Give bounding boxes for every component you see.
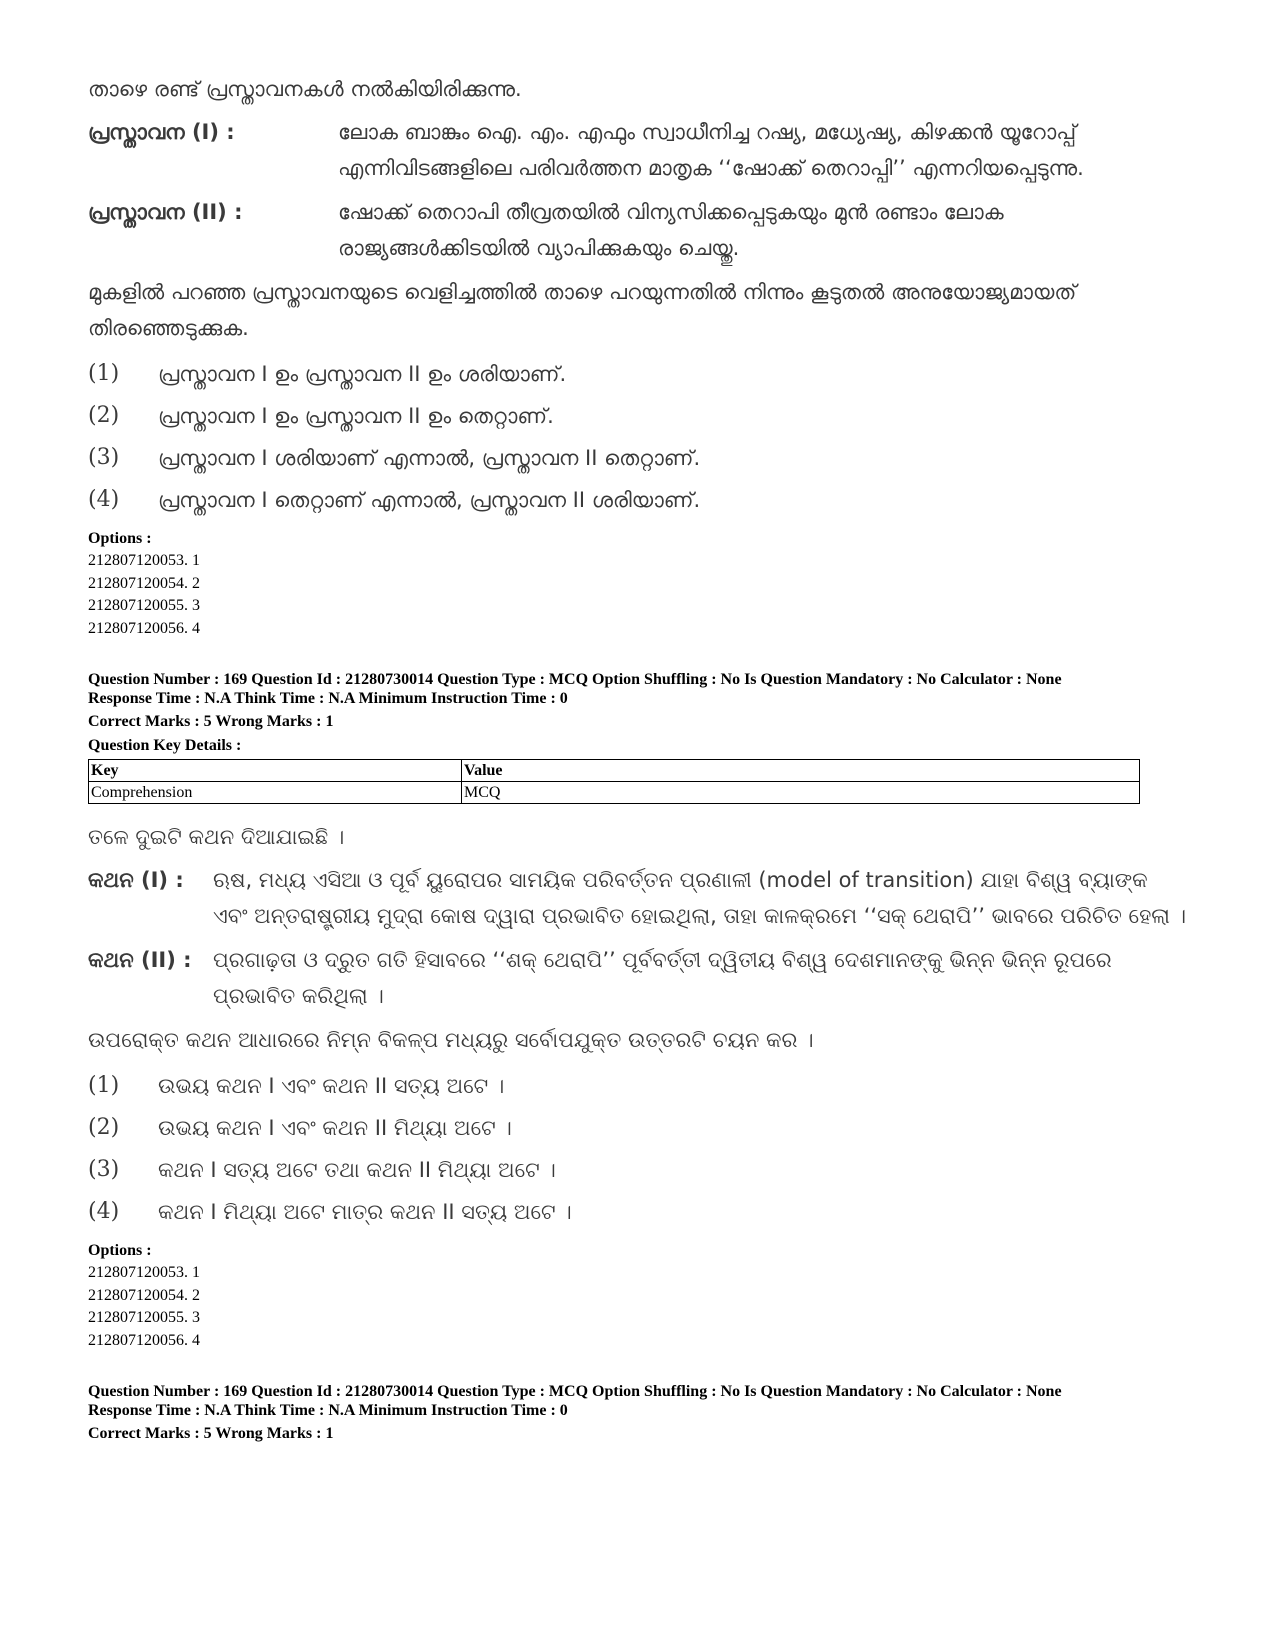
question-prompt: ଉପରୋକ୍ତ କଥନ ଆଧାରରେ ନିମ୍ନ ବିକଳ୍ପ ମଧ୍ୟରୁ ସର୍ବୋପଯୁକ୍ତ ଉତ୍ତରଟି ଚୟନ କର । bbox=[88, 1028, 814, 1052]
choice-3 bbox=[88, 1152, 1188, 1188]
statement-text: ଋଷ, ମଧ୍ୟ ଏସିଆ ଓ ପୂର୍ବ ୟୁରୋପର ସାମୟିକ ପରିବର୍ତ୍ତନ ପ୍ରଣାଳୀ (model of transition) ଯାହା ବିଶ୍ୱ ବ୍ୟାଙ୍କ ଏବଂ ଅନ୍ତରାଷ୍ଟ୍ରୀୟ ମୁଦ୍ରା କୋଷ ଦ୍ୱାରା ପ୍ରଭାବିତ ହୋଇଥିଲା, ତାହା କାଳକ୍ରମେ ‘‘ସକ୍ ଥେରାପି’’ ଭାବରେ ପରିଚିତ ହେଲା । bbox=[213, 868, 1187, 928]
choice-3 bbox=[88, 440, 1188, 476]
table-cell-key: Comprehension bbox=[89, 782, 462, 804]
option-id: 212807120053. 1 bbox=[88, 552, 200, 569]
choice-number: (2) bbox=[88, 403, 120, 428]
choice-4 bbox=[88, 482, 1188, 518]
key-details-table bbox=[88, 759, 1140, 804]
question-meta-line: Question Number : 169 Question Id : 21280730014 Question Type : MCQ Option Shuffling : No Is Question Mandatory : No Calculator : None bbox=[88, 1383, 1062, 1400]
table-header-value: Value bbox=[462, 760, 1140, 782]
choice-text: പ്രസ്താവന I തെറ്റാണ് എന്നാൽ, പ്രസ്താവന II ശരിയാണ്. bbox=[158, 488, 701, 512]
choice-number: (1) bbox=[88, 1073, 120, 1098]
choice-2 bbox=[88, 1110, 1188, 1146]
table-cell-value: MCQ bbox=[462, 782, 1140, 804]
statement-label: କଥନ (II) : bbox=[88, 948, 192, 972]
choice-text: പ്രസ്താവന I ഉം പ്രസ്താവന II ഉം ശരിയാണ്. bbox=[158, 362, 567, 386]
statement-text: ഷോക്ക് തെറാപി തീവ്രതയിൽ വിന്യസിക്കപ്പെടുകയും മുൻ രണ്ടാം ലോക രാജ്യങ്ങൾക്കിടയിൽ വ്യാപിക്കുകയും ചെയ്തു. bbox=[338, 200, 1004, 260]
question-meta-line: Response Time : N.A Think Time : N.A Minimum Instruction Time : 0 bbox=[88, 690, 568, 707]
question-metadata bbox=[88, 670, 1188, 804]
statement-text: ପ୍ରଗାଢ଼ତା ଓ ଦ୍ରୁତ ଗତି ହିସାବରେ ‘‘ଶକ୍ ଥେରାପି’’ ପୂର୍ବବର୍ତ୍ତୀ ଦ୍ୱିତୀୟ ବିଶ୍ୱ ଦେଶମାନଙ୍କୁ ଭିନ୍ନ ଭିନ୍ନ ରୂପରେ ପ୍ରଭାବିତ କରିଥିଲା । bbox=[213, 948, 1112, 1008]
statement-label: പ്രസ്താവന (II) : bbox=[88, 200, 243, 224]
option-id: 212807120054. 2 bbox=[88, 1286, 200, 1304]
statement-1 bbox=[88, 862, 1188, 934]
malayalam-question-block bbox=[88, 72, 1188, 518]
option-id: 212807120055. 3 bbox=[88, 597, 200, 614]
choice-text: ଉଭୟ କଥନ I ଏବଂ କଥନ II ସତ୍ୟ ଅଟେ । bbox=[158, 1074, 505, 1098]
choice-4 bbox=[88, 1194, 1188, 1230]
choice-number: (4) bbox=[88, 487, 120, 512]
document-page bbox=[88, 64, 1188, 1445]
choice-2 bbox=[88, 398, 1188, 434]
key-details-heading: Question Key Details : bbox=[88, 737, 242, 754]
statement-label: പ്രസ്താവന (I) : bbox=[88, 120, 235, 144]
choice-1 bbox=[88, 356, 1188, 392]
table-header-key: Key bbox=[89, 760, 462, 782]
odia-question-block bbox=[88, 820, 1188, 1230]
statement-1 bbox=[88, 114, 1188, 186]
options-heading: Options : bbox=[88, 1242, 152, 1259]
choice-text: പ്രസ്താവന I ഉം പ്രസ്താവന II ഉം തെറ്റാണ്. bbox=[158, 404, 554, 428]
choice-text: ଉଭୟ କଥନ I ଏବଂ କଥନ II ମିଥ୍ୟା ଅଟେ । bbox=[158, 1116, 512, 1140]
question-meta-line: Response Time : N.A Think Time : N.A Minimum Instruction Time : 0 bbox=[88, 1402, 568, 1419]
statement-2 bbox=[88, 194, 1188, 266]
choice-number: (3) bbox=[88, 445, 120, 470]
question-metadata bbox=[88, 1382, 1188, 1445]
options-heading: Options : bbox=[88, 530, 152, 547]
choice-number: (3) bbox=[88, 1157, 120, 1182]
option-id: 212807120056. 4 bbox=[88, 619, 200, 637]
marks-line: Correct Marks : 5 Wrong Marks : 1 bbox=[88, 713, 334, 730]
choice-number: (1) bbox=[88, 361, 120, 386]
choice-text: പ്രസ്താവന I ശരിയാണ് എന്നാൽ, പ്രസ്താവന II തെറ്റാണ്. bbox=[158, 446, 701, 470]
choice-1 bbox=[88, 1068, 1188, 1104]
marks-line: Correct Marks : 5 Wrong Marks : 1 bbox=[88, 1425, 334, 1442]
table-row bbox=[89, 782, 1140, 804]
question-intro: താഴെ രണ്ട് പ്രസ്താവനകൾ നൽകിയിരിക്കുന്നു. bbox=[88, 77, 522, 101]
question-intro: ତଳେ ଦୁଇଟି କଥନ ଦିଆଯାଇଛି । bbox=[88, 825, 345, 849]
option-id: 212807120055. 3 bbox=[88, 1309, 200, 1326]
choice-number: (4) bbox=[88, 1199, 120, 1224]
statement-label: କଥନ (I) : bbox=[88, 868, 184, 892]
option-id: 212807120056. 4 bbox=[88, 1331, 200, 1349]
statement-text: ലോക ബാങ്കും ഐ. എം. എഫും സ്വാധീനിച്ച റഷ്യ, മധ്യേഷ്യ, കിഴക്കൻ യൂറോപ്പ് എന്നിവിടങ്ങളിലെ പരിവർത്തന മാതൃക ‘‘ഷോക്ക് തെറാപ്പി’’ എന്നറിയപ്പെടുന്നു. bbox=[338, 120, 1084, 180]
option-id: 212807120054. 2 bbox=[88, 574, 200, 592]
question-meta-line: Question Number : 169 Question Id : 21280730014 Question Type : MCQ Option Shuffling : No Is Question Mandatory : No Calculator : None bbox=[88, 671, 1062, 688]
statement-2 bbox=[88, 942, 1188, 1014]
choice-number: (2) bbox=[88, 1115, 120, 1140]
table-header-row bbox=[89, 760, 1140, 782]
choice-text: କଥନ I ମିଥ୍ୟା ଅଟେ ମାତ୍ର କଥନ II ସତ୍ୟ ଅଟେ । bbox=[158, 1200, 572, 1224]
options-list bbox=[88, 528, 1188, 640]
question-prompt: മുകളിൽ പറഞ്ഞ പ്രസ്താവനയുടെ വെളിച്ചത്തിൽ താഴെ പറയുന്നതിൽ നിന്നും കൂടുതൽ അനുയോജ്യമായത് തിരഞ്ഞെടുക്കുക. bbox=[88, 280, 1077, 340]
choice-text: କଥନ I ସତ୍ୟ ଅଟେ ତଥା କଥନ II ମିଥ୍ୟା ଅଟେ । bbox=[158, 1158, 556, 1182]
option-id: 212807120053. 1 bbox=[88, 1264, 200, 1281]
options-list bbox=[88, 1240, 1188, 1352]
